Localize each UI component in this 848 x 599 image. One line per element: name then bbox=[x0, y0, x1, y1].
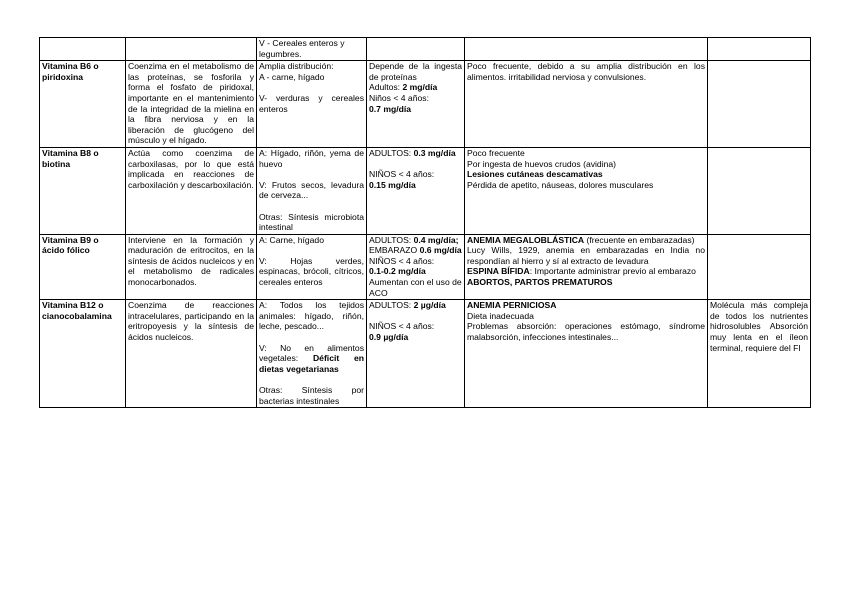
cell-sources bbox=[257, 300, 367, 408]
dose-value: 2 µg/día bbox=[413, 300, 446, 311]
cell-deficiency bbox=[465, 38, 708, 61]
deficiency-heading: ABORTOS, PARTOS PREMATUROS bbox=[467, 277, 613, 288]
cell-dose bbox=[367, 38, 465, 61]
source-line: V: Hojas verdes, espinacas, brócoli, cítricos, cereales enteros bbox=[259, 255, 364, 288]
cell-dose bbox=[367, 61, 465, 148]
notes-text bbox=[708, 61, 811, 148]
dose-label: ADULTOS: bbox=[369, 300, 412, 311]
cell-dose bbox=[367, 300, 465, 408]
cell-sources bbox=[257, 147, 367, 234]
table-row-b6 bbox=[40, 61, 811, 148]
notes-text bbox=[708, 147, 811, 234]
dose-line: Aumentan con el uso de ACO bbox=[369, 277, 462, 298]
deficiency-heading: ANEMIA PERNICIOSA bbox=[467, 300, 557, 311]
table-row-b8 bbox=[40, 147, 811, 234]
vitamin-name: Vitamina B8 o biotina bbox=[40, 147, 126, 234]
dose-label: EMBARAZO bbox=[369, 245, 418, 256]
cell-sources bbox=[257, 61, 367, 148]
deficiency-line: : Importante administrar previo al embarazo bbox=[529, 266, 696, 277]
dose-value: 0.15 mg/día bbox=[369, 179, 416, 190]
dose-value: 0.9 µg/día bbox=[369, 332, 409, 343]
deficiency-line: Lucy Wills, 1929, anemia en embarazadas en India no respondían al hierro y sí al extracto de levadura bbox=[467, 245, 705, 266]
vitamin-name: Vitamina B12 o cianocobalamina bbox=[40, 300, 126, 408]
dose-label: Adultos: bbox=[369, 82, 401, 93]
notes-text bbox=[708, 234, 811, 300]
table-row-b12 bbox=[40, 300, 811, 408]
source-line: A: Hígado, riñón, yema de huevo bbox=[259, 147, 364, 169]
dose-value: 0.4 mg/día; bbox=[413, 234, 459, 245]
dose-value: 0.1-0.2 mg/día bbox=[369, 266, 426, 277]
cell-vitamin bbox=[40, 38, 126, 61]
deficiency-heading: ESPINA BÍFIDA bbox=[467, 266, 530, 277]
deficiency-text: Poco frecuente, debido a su amplia distribución en los alimentos. irritabilidad nerviosa y convulsiones. bbox=[465, 61, 708, 148]
deficiency-line: Por ingesta de huevos crudos (avidina) bbox=[467, 158, 617, 169]
function-text: Coenzima en el metabolismo de las proteínas, se fosforila y forma el fosfato de piridoxal, importante en el mantenimiento de la integridad de la mielina en la fibra nerviosa y en la liberación de glucógeno del músculo y el hígado. bbox=[126, 61, 257, 148]
source-line: A: Todos los tejidos animales: hígado, riñón, leche, pescado... bbox=[259, 300, 364, 332]
vitamin-name: Vitamina B6 o piridoxina bbox=[40, 61, 126, 148]
cell-sources bbox=[257, 234, 367, 300]
cell-dose bbox=[367, 147, 465, 234]
source-line: Otras: Síntesis microbiota intestinal bbox=[259, 211, 364, 233]
dose-value: 2 mg/día bbox=[402, 82, 438, 93]
dose-label: NIÑOS < 4 años: bbox=[369, 321, 435, 332]
dose-label: ADULTOS: bbox=[369, 234, 412, 245]
deficiency-line: (frecuente en embarazadas) bbox=[586, 234, 695, 245]
cell-dose bbox=[367, 234, 465, 300]
source-line: V: No en alimentos vegetales: bbox=[259, 342, 364, 364]
vitamin-name: Vitamina B9 o ácido fólico bbox=[40, 234, 126, 300]
dose-value: 0.7 mg/día bbox=[369, 103, 412, 114]
deficiency-line: Dieta inadecuada bbox=[467, 310, 534, 321]
source-line: V- verduras y cereales enteros bbox=[259, 92, 364, 114]
notes-text: Molécula más compleja de todos los nutrientes hidrosolubles Absorción muy lenta en el íleon terminal, requiere del FI bbox=[708, 300, 811, 408]
deficiency-heading: Lesiones cutáneas descamativas bbox=[467, 169, 603, 180]
deficiency-line: Pérdida de apetito, náuseas, dolores musculares bbox=[467, 179, 654, 190]
cell-notes bbox=[708, 38, 811, 61]
source-line: V: Frutos secos, levadura de cerveza... bbox=[259, 179, 364, 201]
function-text: Interviene en la formación y maduración de eritrocitos, en la síntesis de ácidos nucleicos y en el metabolismo de radicales monocarbonados. bbox=[126, 234, 257, 300]
cell-deficiency bbox=[465, 147, 708, 234]
table-row-b9 bbox=[40, 234, 811, 300]
source-line: A - carne, hígado bbox=[259, 71, 325, 82]
source-emphasis: Déficit en dietas vegetarianas bbox=[259, 353, 365, 374]
deficiency-heading: ANEMIA MEGALOBLÁSTICA bbox=[467, 234, 585, 245]
dose-value: 0.6 mg/día bbox=[419, 245, 462, 256]
source-line: Amplia distribución: bbox=[259, 61, 334, 72]
function-text: Coenzima de reacciones intracelulares, participando en la eritropoyesis y la síntesis de ácidos nucleicos. bbox=[126, 300, 257, 408]
source-text: V - Cereales enteros y legumbres. bbox=[259, 38, 345, 59]
cell-sources bbox=[257, 38, 367, 61]
dose-value: 0.3 mg/día bbox=[413, 147, 456, 158]
dose-line: Depende de la ingesta de proteínas bbox=[369, 61, 462, 82]
dose-label: ADULTOS: bbox=[369, 147, 412, 158]
vitamins-table bbox=[39, 37, 811, 408]
function-text: Actúa como coenzima de carboxilasas, por lo que está implicada en reacciones de carboxilación y descarboxilación. bbox=[126, 147, 257, 234]
source-line: A: Carne, hígado bbox=[259, 234, 324, 245]
deficiency-line: Poco frecuente bbox=[467, 147, 525, 158]
dose-label: NIÑOS < 4 años: bbox=[369, 169, 435, 180]
table-row-continuation bbox=[40, 38, 811, 61]
cell-deficiency bbox=[465, 300, 708, 408]
dose-label: NIÑOS < 4 años: bbox=[369, 255, 435, 266]
dose-label: Niños < 4 años: bbox=[369, 92, 429, 103]
cell-deficiency bbox=[465, 234, 708, 300]
cell-function bbox=[126, 38, 257, 61]
deficiency-line: Problemas absorción: operaciones estómago, síndrome malabsorción, infecciones intestinales... bbox=[467, 321, 705, 343]
source-line: Otras: Síntesis por bacterias intestinales bbox=[259, 385, 364, 406]
